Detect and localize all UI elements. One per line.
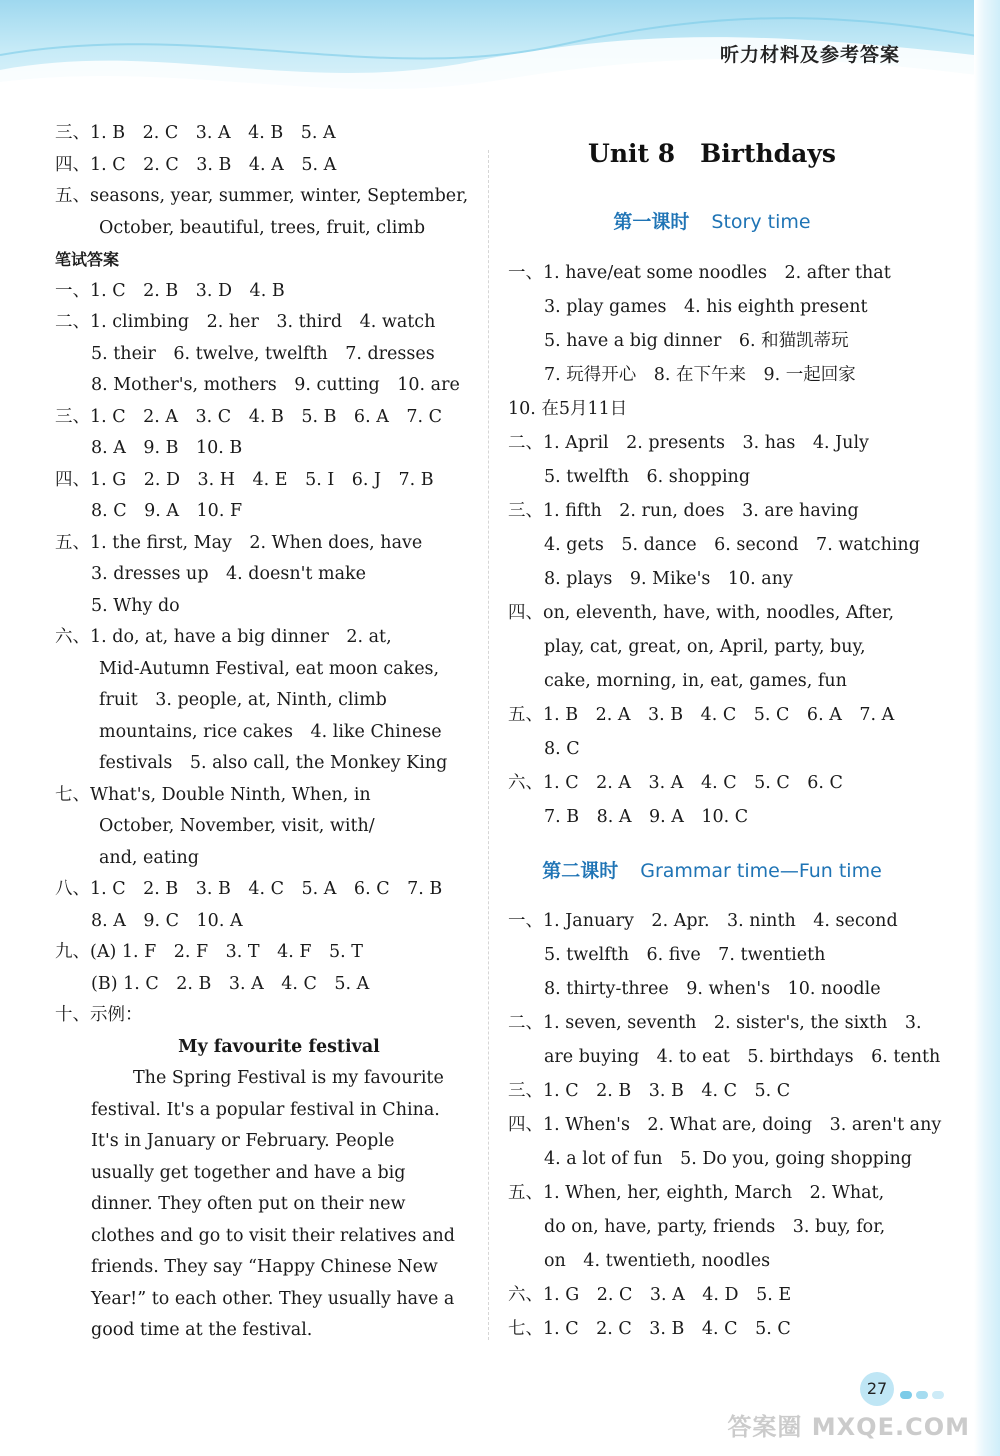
answer-line: 七、1. C 2. C 3. B 4. C 5. C [508, 1319, 791, 1339]
lesson2-answers [508, 904, 942, 1346]
essay-line: good time at the festival. [91, 1320, 313, 1340]
answer-line: 三、1. fifth 2. run, does 3. are having [508, 501, 859, 521]
answer-line: 五、1. the first, May 2. When does, have [55, 532, 423, 553]
answer-line: 九、(A) 1. F 2. F 3. T 4. F 5. T [55, 942, 363, 962]
answer-line: 四、1. When's 2. What are, doing 3. aren't any [508, 1115, 942, 1135]
essay-line: festival. It's a popular festival in China. [91, 1099, 440, 1120]
answer-line: 三、1. C 2. B 3. B 4. C 5. C [508, 1081, 791, 1101]
unit-title: Unit 8 Birthdays [588, 139, 836, 168]
page-dots-decoration [900, 1384, 948, 1403]
answer-line: 笔试答案 [55, 250, 120, 269]
answer-line: mountains, rice cakes 4. like Chinese [99, 721, 442, 742]
answer-line: 8. C [544, 739, 580, 759]
answer-line: 5. their 6. twelve, twelfth 7. dresses [91, 343, 435, 364]
essay-line: dinner. They often put on their new [91, 1194, 406, 1214]
answer-line: on 4. twentieth, noodles [544, 1251, 771, 1271]
answer-line: 8. thirty-three 9. when's 10. noodle [544, 979, 881, 999]
essay-line: The Spring Festival is my favourite [133, 1068, 444, 1088]
lesson1-cn: 第一课时 [613, 211, 690, 233]
answer-line: 八、1. C 2. B 3. B 4. C 5. A 6. C 7. B [55, 879, 443, 899]
lesson1-answers [508, 256, 920, 834]
answer-line: 一、1. have/eat some noodles 2. after that [508, 263, 891, 283]
answer-line: 7. 玩得开心 8. 在下午来 9. 一起回家 [544, 365, 856, 385]
answer-line: 六、1. G 2. C 3. A 4. D 5. E [508, 1285, 792, 1305]
answer-line: 8. A 9. C 10. A [91, 910, 243, 931]
lesson1-en: Story time [711, 211, 811, 233]
answer-line: 十、示例： [55, 1005, 143, 1025]
essay-line: It's in January or February. People [91, 1131, 395, 1151]
answer-line: fruit 3. people, at, Ninth, climb [99, 690, 387, 710]
answer-line: 三、1. B 2. C 3. A 4. B 5. A [55, 123, 336, 143]
answer-line: 4. gets 5. dance 6. second 7. watching [544, 535, 920, 555]
answer-line: cake, morning, in, eat, games, fun [544, 671, 847, 691]
lesson1-heading [508, 207, 916, 234]
answer-line: 四、1. G 2. D 3. H 4. E 5. I 6. J 7. B [55, 469, 434, 490]
essay-line: Year!” to each other. They usually have a [91, 1288, 455, 1309]
essay-line: usually get together and have a big [91, 1162, 406, 1183]
answer-line: 五、seasons, year, summer, winter, September, [55, 186, 469, 206]
answer-line: are buying 4. to eat 5. birthdays 6. tenth [544, 1047, 941, 1067]
answer-line: 5. Why do [91, 595, 180, 616]
answer-line: 一、1. January 2. Apr. 3. ninth 4. second [508, 911, 898, 931]
answer-line: 七、What's, Double Ninth, When, in [55, 784, 371, 805]
left-column [55, 118, 467, 1347]
answer-line: 3. dresses up 4. doesn't make [91, 564, 367, 584]
answer-line: do on, have, party, friends 3. buy, for, [544, 1217, 886, 1237]
watermark: 答案圈 MXQE.COM [727, 1413, 970, 1441]
column-divider [488, 150, 489, 1340]
answer-line: 一、1. C 2. B 3. D 4. B [55, 280, 285, 301]
left-answer-lines [55, 118, 467, 1032]
answer-line: (B) 1. C 2. B 3. A 4. C 5. A [91, 973, 370, 994]
answer-line: 四、on, eleventh, have, with, noodles, After, [508, 603, 895, 623]
answer-line: 二、1. April 2. presents 3. has 4. July [508, 433, 869, 453]
answer-line: 10. 在5月11日 [508, 399, 628, 419]
right-edge-strip [974, 0, 1000, 1456]
answer-line: 五、1. B 2. A 3. B 4. C 5. C 6. A 7. A [508, 705, 895, 725]
answer-line: 3. play games 4. his eighth present [544, 297, 868, 317]
answer-line: October, beautiful, trees, fruit, climb [99, 217, 426, 238]
lesson2-heading [508, 856, 916, 883]
answer-line: play, cat, great, on, April, party, buy, [544, 637, 866, 657]
answer-line: 二、1. seven, seventh 2. sister's, the sixth 3. [508, 1013, 922, 1033]
answer-line: 5. twelfth 6. shopping [544, 467, 751, 487]
answer-line: 二、1. climbing 2. her 3. third 4. watch [55, 312, 436, 332]
answer-line: 8. Mother's, mothers 9. cutting 10. are [91, 375, 460, 395]
lesson2-cn: 第二课时 [542, 860, 619, 882]
answer-line: 六、1. do, at, have a big dinner 2. at, [55, 627, 392, 647]
answer-line: 8. C 9. A 10. F [91, 501, 243, 521]
sample-essay [55, 1032, 467, 1347]
answer-line: Mid-Autumn Festival, eat moon cakes, [99, 658, 440, 679]
essay-line: clothes and go to visit their relatives and [91, 1225, 455, 1246]
answer-line: 五、1. When, her, eighth, March 2. What, [508, 1183, 885, 1203]
answer-line: 7. B 8. A 9. A 10. C [544, 807, 749, 827]
answer-line: 六、1. C 2. A 3. A 4. C 5. C 6. C [508, 773, 843, 793]
essay-line: friends. They say “Happy Chinese New [91, 1257, 438, 1277]
answer-line: 5. twelfth 6. five 7. twentieth [544, 945, 826, 965]
header-band [0, 0, 1000, 112]
answer-line: festivals 5. also call, the Monkey King [99, 753, 448, 773]
answer-line: 8. A 9. B 10. B [91, 438, 243, 458]
answer-line: 三、1. C 2. A 3. C 4. B 5. B 6. A 7. C [55, 406, 442, 427]
answer-line: 5. have a big dinner 6. 和猫凯蒂玩 [544, 331, 849, 351]
lesson2-en: Grammar time—Fun time [640, 860, 882, 882]
answer-line: October, November, visit, with/ [99, 816, 375, 836]
answer-line: 8. plays 9. Mike's 10. any [544, 569, 793, 589]
answer-line: 四、1. C 2. C 3. B 4. A 5. A [55, 154, 337, 175]
page-number: 27 [860, 1372, 894, 1406]
essay-title: My favourite festival [178, 1036, 380, 1057]
essay-body [55, 1063, 467, 1347]
answer-line: and, eating [99, 847, 199, 868]
answer-line: 4. a lot of fun 5. Do you, going shopping [544, 1149, 912, 1169]
header-title: 听力材料及参考答案 [719, 44, 900, 66]
